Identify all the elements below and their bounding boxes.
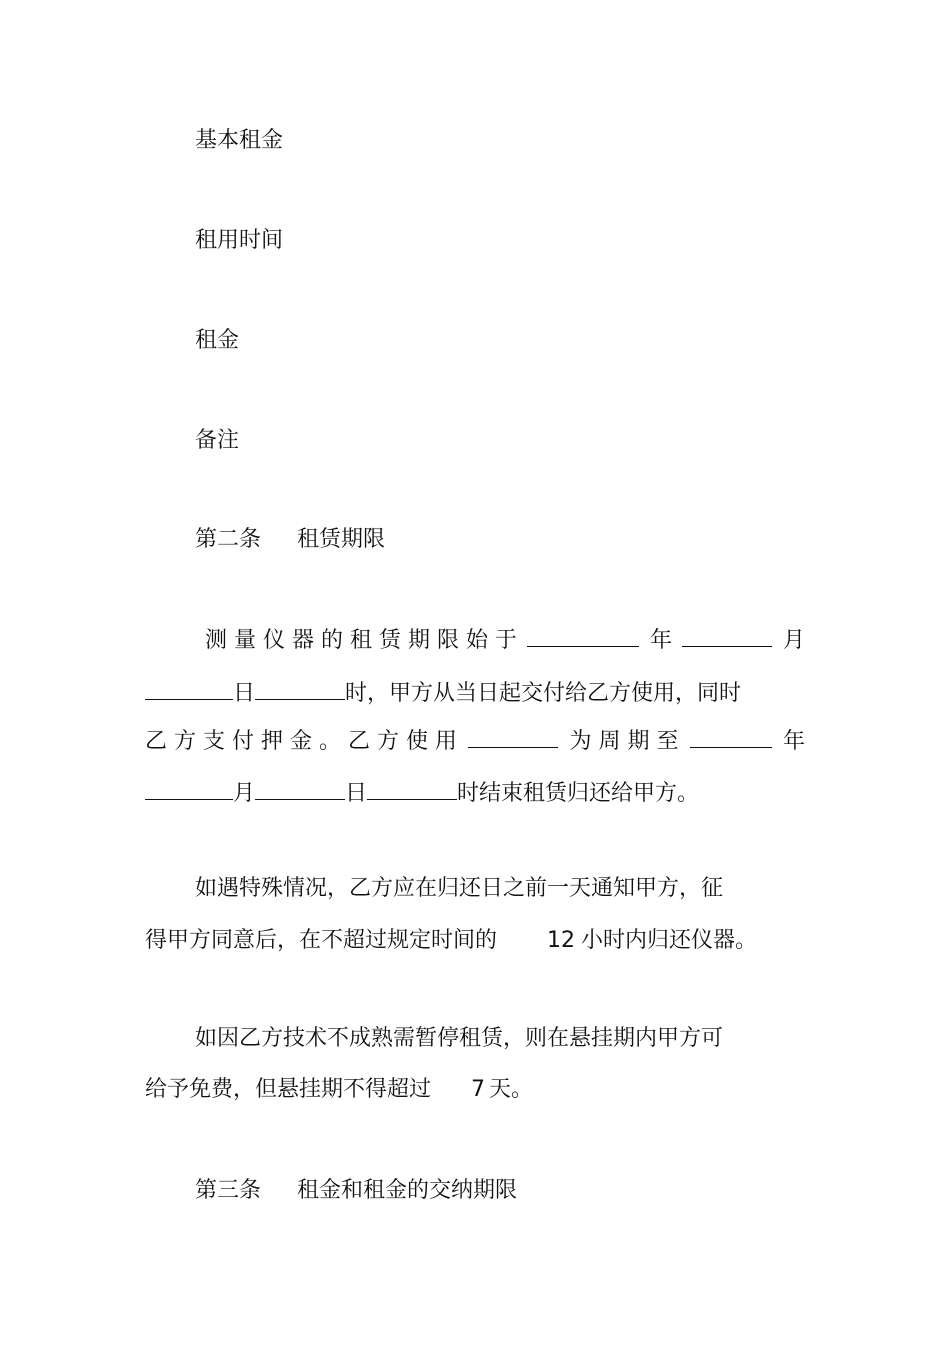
blank-end-month — [145, 779, 233, 800]
blank-start-month — [682, 626, 772, 647]
blank-end-day — [255, 779, 345, 800]
item-rent: 租金 — [195, 328, 240, 353]
article2-p1-line2: 日 时，甲方从当日起交付给乙方使用，同时 — [145, 679, 741, 709]
article2-p3-line1: 如因乙方技术不成熟需暂停租赁，则在悬挂期内甲方可 — [195, 1026, 724, 1051]
blank-start-year — [527, 626, 639, 647]
blank-period — [468, 727, 558, 748]
article2-p2-line2: 得甲方同意后，在不超过规定时间的 12 小时内归还仪器。 — [145, 928, 758, 953]
blank-start-hour — [255, 679, 345, 700]
article2-p1-line4: 月 日 时结束租赁归还给甲方。 — [145, 779, 699, 809]
article3-heading — [195, 1176, 517, 1206]
item-remark: 备注 — [195, 428, 240, 453]
blank-end-year — [690, 727, 772, 748]
article2-p1-line3: 乙 方 支 付 押 金 。 乙 方 使 用 为 周 期 至 年 — [145, 729, 805, 754]
article3-title: 租金和租金的交纳期限 — [297, 1178, 518, 1203]
article2-title: 租赁期限 — [297, 527, 386, 552]
article2-p2-line1: 如遇特殊情况，乙方应在归还日之前一天通知甲方，征 — [195, 876, 724, 901]
blank-end-hour — [367, 779, 457, 800]
article2-p3-line2: 给予免费，但悬挂期不得超过 7 天。 — [145, 1077, 534, 1102]
blank-start-day — [145, 679, 233, 700]
article2-p1-line1: 测 量 仪 器 的 租 赁 期 限 始 于 年 月 — [205, 628, 805, 653]
article2-number: 第二条 — [195, 527, 262, 552]
item-basic-rent: 基本租金 — [195, 128, 284, 153]
article3-number: 第三条 — [195, 1178, 262, 1203]
article2-heading — [195, 525, 385, 555]
item-rent-time: 租用时间 — [195, 228, 284, 253]
